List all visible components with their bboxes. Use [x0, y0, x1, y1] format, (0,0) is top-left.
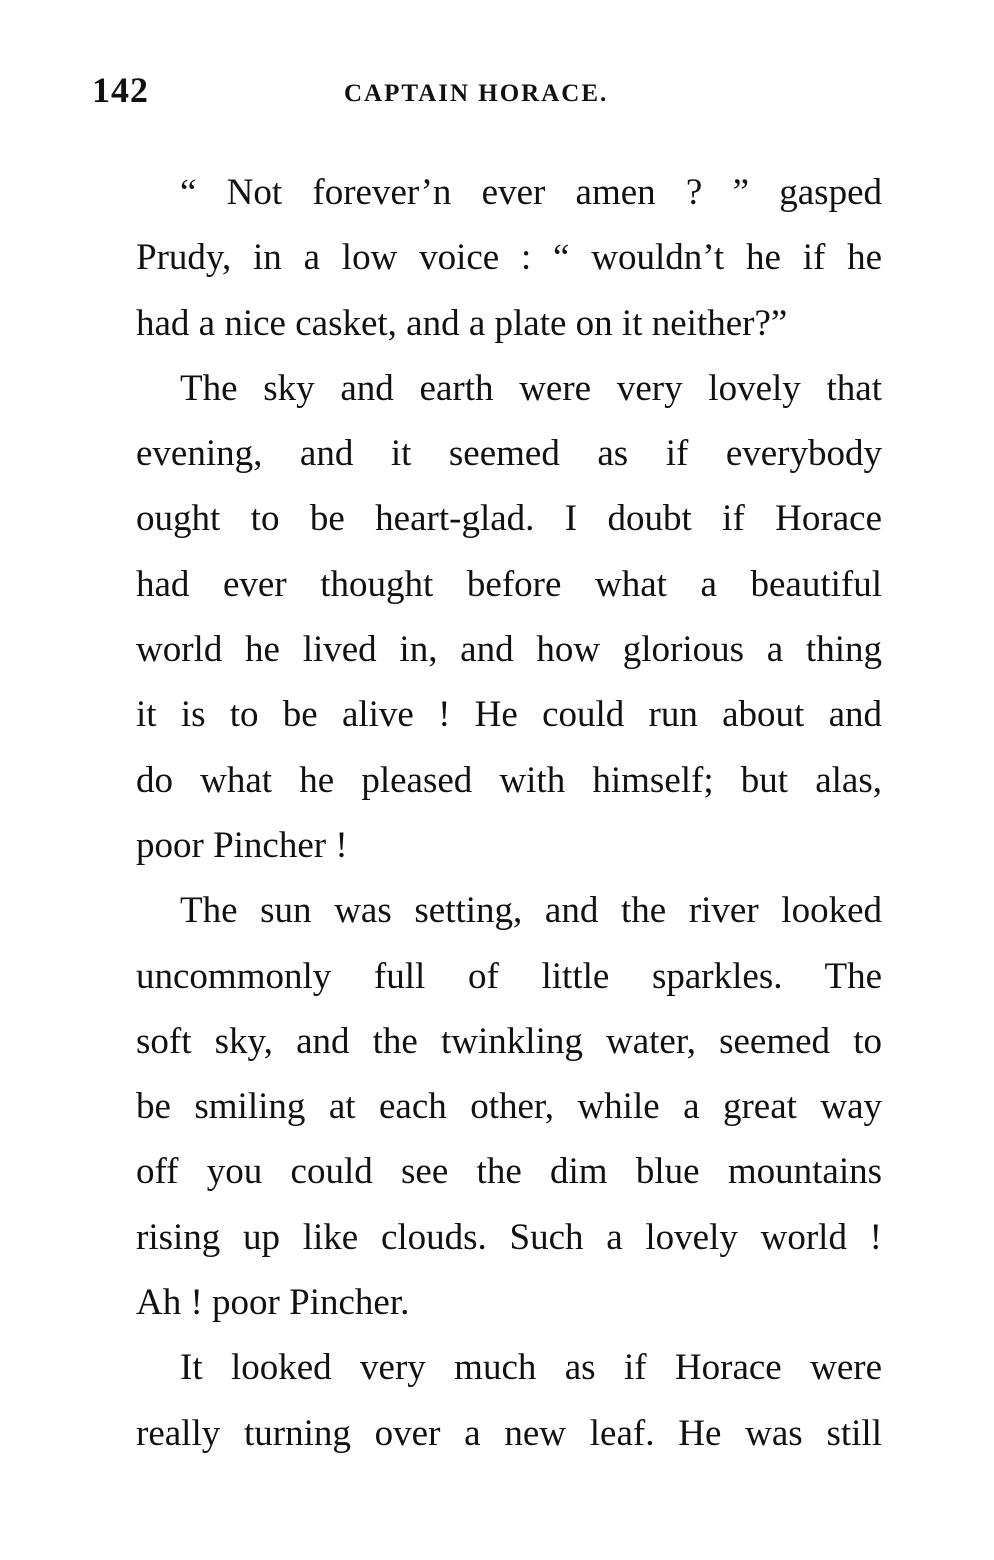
text-line: rising up like clouds. Such a lovely world !	[136, 1216, 882, 1258]
text-line: “ Not forever’n ever amen ? ” gasped	[180, 172, 882, 213]
text-line: Ah ! poor Pincher.	[136, 1282, 410, 1324]
paragraph	[92, 878, 882, 1335]
text-line: ought to be heart-glad. I doubt if Horace	[136, 498, 882, 540]
text-line: be smiling at each other, while a great way	[136, 1086, 882, 1128]
text-line: off you could see the dim blue mountains	[136, 1151, 882, 1193]
paragraph	[92, 1335, 882, 1466]
text-line: soft sky, and the twinkling water, seemed to	[136, 1020, 882, 1062]
text-line: It looked very much as if Horace were	[180, 1347, 882, 1389]
page-number: 142	[92, 70, 149, 110]
text-line: do what he pleased with himself; but alas,	[136, 759, 882, 801]
text-line: it is to be alive ! He could run about and	[136, 694, 882, 736]
running-head	[92, 66, 884, 116]
paragraph	[92, 356, 882, 878]
text-line: had ever thought before what a beautiful	[136, 563, 882, 605]
text-line: The sky and earth were very lovely that	[180, 367, 882, 409]
text-line: uncommonly full of little sparkles. The	[136, 955, 882, 997]
text-line: had a nice casket, and a plate on it neither?”	[136, 302, 788, 344]
text-line: really turning over a new leaf. He was still	[136, 1412, 882, 1454]
text-line: evening, and it seemed as if everybody	[136, 433, 882, 475]
text-line: The sun was setting, and the river looked	[180, 890, 882, 932]
text-line: Prudy, in a low voice : “ wouldn’t he if he	[136, 237, 882, 279]
running-title: CAPTAIN HORACE.	[344, 80, 609, 107]
text-line: world he lived in, and how glorious a thing	[136, 629, 882, 671]
text-line: poor Pincher !	[136, 824, 348, 866]
paragraph	[92, 160, 882, 356]
body-text	[92, 160, 882, 1466]
